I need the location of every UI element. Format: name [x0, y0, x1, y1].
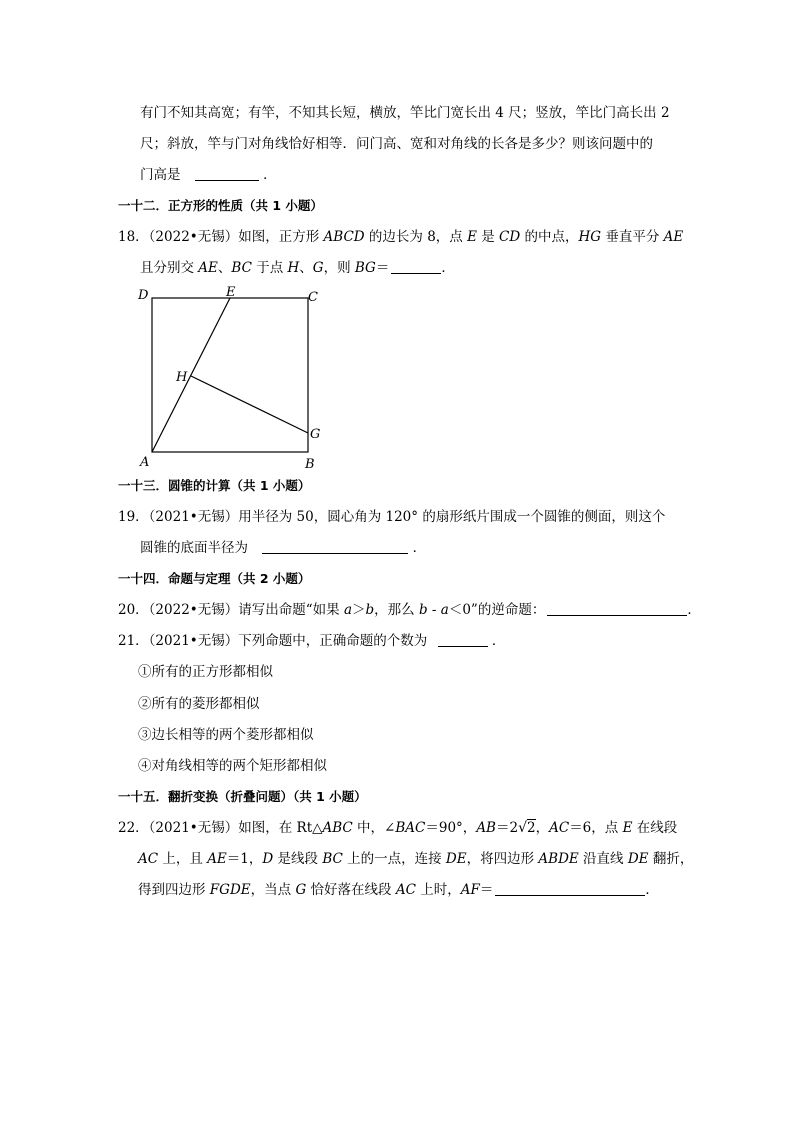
q22-text: ，将四边形 — [466, 851, 539, 867]
q18-text: 于点 — [251, 260, 288, 276]
q18-text: 18．（2022•无锡）如图，正方形 — [118, 229, 324, 245]
q18-var: AE — [663, 229, 684, 245]
q22-text: 翻折， — [648, 851, 694, 867]
q22-var: FGDE — [209, 882, 251, 898]
q18-var: E — [467, 229, 477, 245]
q22-var: E — [622, 820, 633, 836]
q22-var: DE — [445, 851, 467, 867]
q18-var: H — [287, 260, 300, 276]
square-geometry-figure — [130, 282, 330, 474]
label-b: B — [305, 457, 315, 472]
period: ． — [412, 540, 427, 556]
answer-blank-radius[interactable] — [262, 539, 408, 554]
q22-text: 恰好落在线段 — [306, 882, 396, 898]
section-heading-14: 一十四．命题与定理（共 2 小题） — [118, 571, 311, 586]
q20-text: - — [427, 602, 441, 618]
label-g: G — [310, 427, 321, 442]
label-c: C — [308, 290, 318, 305]
q22-var: AF — [460, 882, 480, 898]
q22-var: ABDE — [538, 851, 579, 867]
question-21 — [118, 631, 505, 651]
q19-text: 圆锥的底面半径为 — [140, 540, 248, 556]
period: ． — [441, 260, 455, 276]
q22-text: ＝90°， — [425, 820, 477, 836]
q22-var: AE — [207, 851, 227, 867]
segment-ae — [152, 298, 230, 452]
question-18-line-1 — [118, 227, 683, 247]
q20-var: b — [418, 602, 428, 618]
q22-var: D — [262, 851, 274, 867]
q22-var: BC — [322, 851, 343, 867]
q22-text: 22．（2021•无锡）如图，在 Rt△ — [118, 820, 323, 836]
label-e: E — [226, 285, 236, 300]
q18-text: 、 — [299, 260, 313, 276]
q18-text: 且分别交 — [140, 260, 199, 276]
q21-text: 21．（2021•无锡）下列命题中，正确命题的个数为 — [118, 633, 428, 649]
q22-var: DE — [627, 851, 649, 867]
q18-text: ＝ — [375, 260, 390, 276]
question-19-line-1: 19．（2021•无锡）用半径为 50，圆心角为 120° 的扇形纸片围成一个圆锥的侧面，则这个 — [118, 509, 666, 525]
q22-text: ，当点 — [250, 882, 296, 898]
q22-text: 中，∠ — [352, 820, 396, 836]
intro-line-3-text: 门高是 — [140, 167, 181, 183]
q18-var: G — [312, 260, 324, 276]
q22-text: ＝ — [479, 882, 494, 898]
q18-text: 的中点， — [520, 229, 579, 245]
sqrt-argument: 2 — [527, 820, 536, 836]
q22-var: BAC — [395, 820, 426, 836]
question-19-line-2 — [140, 538, 426, 558]
intro-line-1: 有门不知其高宽；有竿，不知其长短，横放，竿比门宽长出 4 尺；竖放，竿比门高长出 2 — [140, 105, 670, 121]
section-heading-15: 一十五．翻折变换（折叠问题）（共 1 小题） — [118, 789, 367, 804]
q22-var: AC — [549, 820, 570, 836]
q22-text: 上，且 — [158, 851, 208, 867]
question-18-line-2 — [140, 258, 455, 278]
question-22-line-2 — [138, 849, 693, 869]
q21-option-4: ④对角线相等的两个矩形都相似 — [138, 758, 327, 774]
q18-var: HG — [578, 229, 602, 245]
q18-var: BG — [354, 260, 376, 276]
sqrt-symbol: √ — [518, 820, 527, 836]
segment-hg — [191, 376, 308, 433]
q22-var: G — [295, 882, 307, 898]
q22-var: AC — [138, 851, 159, 867]
q20-var: a — [343, 602, 353, 618]
q18-text: ，则 — [323, 260, 355, 276]
q22-text: ＝2 — [495, 820, 519, 836]
section-heading-12: 一十二．正方形的性质（共 1 小题） — [118, 198, 323, 213]
q22-var: AC — [395, 882, 416, 898]
q18-text: 的边长为 8，点 — [364, 229, 468, 245]
q18-text: 垂直平分 — [601, 229, 664, 245]
q18-text: 、 — [217, 260, 232, 276]
question-22-line-1 — [118, 818, 677, 838]
intro-line-2: 尺；斜放，竿与门对角线恰好相等．问门高、宽和对角线的长各是多少？则该问题中的 — [140, 136, 653, 152]
q20-text: 20．（2022•无锡）请写出命题“如果 — [118, 602, 344, 618]
q22-text: 上时， — [415, 882, 461, 898]
q20-text: ＞ — [352, 602, 366, 618]
answer-blank-count[interactable] — [438, 632, 488, 647]
q18-var: ABCD — [323, 229, 365, 245]
intro-line-3 — [140, 165, 277, 185]
q22-text: ＝1， — [226, 851, 263, 867]
label-a: A — [140, 455, 150, 470]
answer-blank-bg[interactable] — [391, 259, 441, 274]
section-heading-13: 一十三．圆锥的计算（共 1 小题） — [118, 478, 311, 493]
label-h: H — [176, 370, 188, 385]
answer-blank-door-height[interactable] — [195, 166, 259, 181]
label-d: D — [138, 288, 149, 303]
q22-var: ABC — [322, 820, 353, 836]
question-20 — [118, 600, 701, 620]
period: ． — [491, 633, 506, 649]
q22-text: 是线段 — [273, 851, 323, 867]
q22-text: ＝6，点 — [569, 820, 623, 836]
q22-text: 上的一点，连接 — [342, 851, 446, 867]
q21-option-1: ①所有的正方形都相似 — [138, 664, 273, 680]
q20-text: ，那么 — [374, 602, 419, 618]
answer-blank-af[interactable] — [495, 881, 645, 896]
answer-blank-converse[interactable] — [547, 601, 687, 616]
q21-option-2: ②所有的菱形都相似 — [138, 696, 260, 712]
q20-text: ＜0”的逆命题： — [448, 602, 546, 618]
q18-text: 是 — [476, 229, 500, 245]
q18-var: BC — [231, 260, 252, 276]
period: ． — [687, 602, 701, 618]
q22-text: 得到四边形 — [138, 882, 210, 898]
q20-var: b — [365, 602, 375, 618]
q22-text: 在线段 — [632, 820, 678, 836]
period: ． — [263, 167, 277, 183]
question-22-line-3 — [138, 880, 659, 900]
q18-var: CD — [499, 229, 521, 245]
q22-text: ， — [535, 820, 550, 836]
q22-text: 沿直线 — [578, 851, 628, 867]
period: ． — [645, 882, 659, 898]
q20-var: a — [440, 602, 449, 618]
q18-var: AE — [198, 260, 218, 276]
q22-var: AB — [476, 820, 496, 836]
q21-option-3: ③边长相等的两个菱形都相似 — [138, 727, 314, 743]
